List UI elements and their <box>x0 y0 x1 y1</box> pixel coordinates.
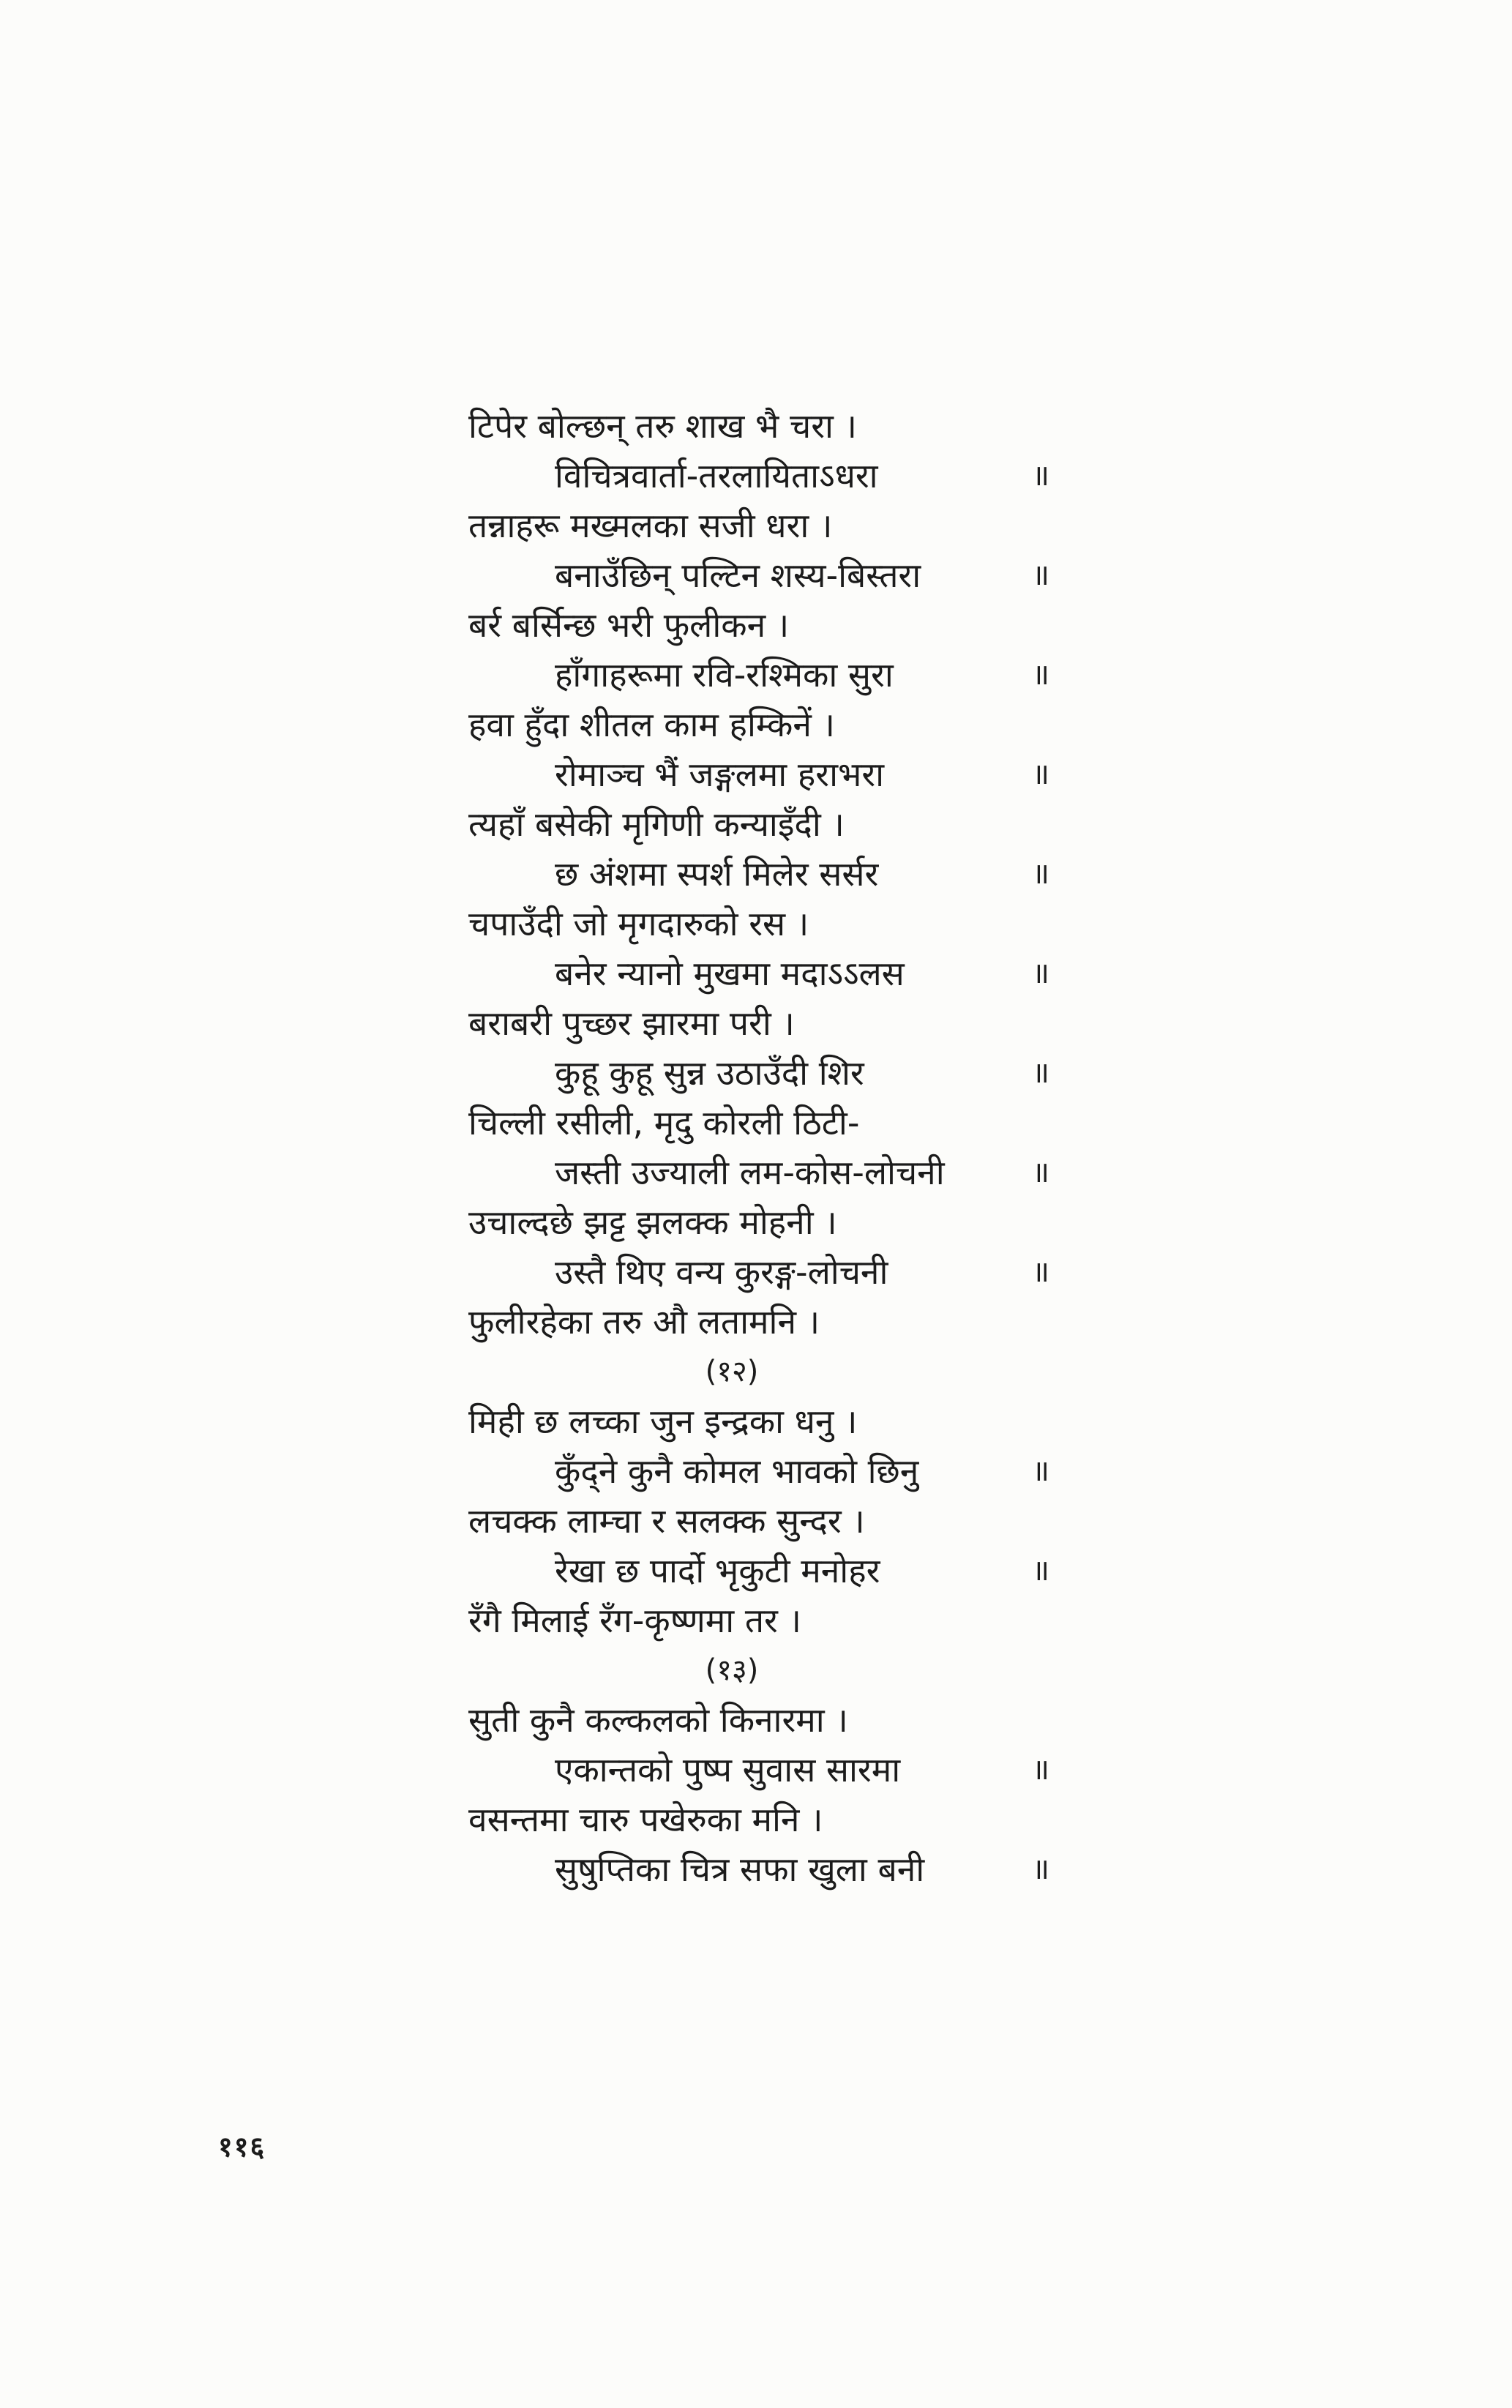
verse-line <box>468 1844 1083 1894</box>
line-text: बर्र बर्सिन्छ भरी फुलीकन । <box>468 605 790 645</box>
verse-line <box>468 749 1083 799</box>
verse-end-mark: ॥ <box>1032 957 1049 990</box>
verse-line <box>468 998 1083 1048</box>
verse-end-mark: ॥ <box>1032 1852 1049 1886</box>
line-text: लचक्क लाम्चा र सलक्क सुन्दर । <box>468 1501 865 1541</box>
stanza-number: (१२) <box>705 1355 759 1388</box>
line-text: छ अंशमा स्पर्श मिलेर सर्सर <box>555 854 879 894</box>
line-text: रँगै मिलाई रँग-कृष्णमा तर । <box>468 1601 801 1640</box>
line-text: बनेर न्यानो मुखमा मदाऽऽलस <box>555 954 905 993</box>
line-text: हाँगाहरूमा रवि-रश्मिका सुरा <box>555 655 894 695</box>
verse-line <box>468 1745 1083 1795</box>
verse-end-mark: ॥ <box>1032 459 1049 493</box>
stanza-number: (१३) <box>705 1653 759 1687</box>
verse-line <box>468 1695 1083 1745</box>
line-text: बनाउँछिन् पल्टिन शस्य-बिस्तरा <box>555 556 921 595</box>
verse-line <box>468 849 1083 899</box>
line-text: वसन्तमा चारु पखेरुका मनि । <box>468 1800 823 1839</box>
line-text: कुँद्ने कुनै कोमल भावको छिनु <box>555 1451 919 1491</box>
verse-line <box>468 600 1083 650</box>
line-text: उस्तै थिए वन्य कुरङ्ग-लोचनी <box>555 1252 888 1292</box>
verse-end-mark: ॥ <box>1032 1156 1049 1189</box>
line-text: सुती कुनै कल्कलको किनारमा । <box>468 1700 848 1740</box>
verse-line <box>468 1297 1083 1347</box>
line-text: फुलीरहेका तरु औ लतामनि । <box>468 1302 820 1342</box>
verse-end-mark: ॥ <box>1032 1056 1049 1090</box>
line-text: चिल्ली रसीली, मृदु कोरली ठिटी- <box>468 1103 860 1143</box>
verse-line <box>468 1098 1083 1148</box>
verse-end-mark: ॥ <box>1032 1454 1049 1488</box>
verse-line <box>468 1048 1083 1098</box>
verse-end-mark: ॥ <box>1032 758 1049 791</box>
line-text: मिही छ लच्का जुन इन्द्रका धनु । <box>468 1402 858 1441</box>
verse-end-mark: ॥ <box>1032 1554 1049 1588</box>
line-text: रोमाञ्च भैं जङ्गलमा हराभरा <box>555 755 885 794</box>
verse-end-mark: ॥ <box>1032 1753 1049 1787</box>
verse-line <box>468 1197 1083 1247</box>
verse-line <box>468 949 1083 998</box>
line-text: टिपेर बोल्छन् तरु शाख भै चरा । <box>468 406 857 446</box>
poem-text <box>468 401 1083 1894</box>
verse-end-mark: ॥ <box>1032 857 1049 891</box>
page-number: ११६ <box>218 2131 266 2163</box>
verse-line <box>468 799 1083 849</box>
verse-line <box>468 1148 1083 1197</box>
line-text: जस्ती उज्याली लम-कोस-लोचनी <box>555 1153 945 1192</box>
verse-line <box>468 1795 1083 1844</box>
verse-line <box>468 451 1083 501</box>
verse-line <box>468 1396 1083 1446</box>
line-text: रेखा छ पार्दो भृकुटी मनोहर <box>555 1551 880 1590</box>
verse-end-mark: ॥ <box>1032 1255 1049 1289</box>
verse-line <box>468 501 1083 550</box>
verse-line <box>468 899 1083 949</box>
verse-line <box>468 700 1083 749</box>
line-text: त्यहाँ बसेकी मृगिणी कन्याइँदी । <box>468 804 845 844</box>
line-text: तन्नाहरू मख्मलका सजी धरा । <box>468 506 833 545</box>
verse-line <box>468 650 1083 700</box>
line-text: सुषुप्तिका चित्र सफा खुला बनी <box>555 1850 925 1889</box>
verse-line <box>468 1496 1083 1546</box>
verse-line <box>468 1247 1083 1297</box>
verse-line <box>468 550 1083 600</box>
line-text: चपाउँदी जो मृगदारुको रस । <box>468 904 809 943</box>
verse-end-mark: ॥ <box>1032 658 1049 692</box>
verse-end-mark: ॥ <box>1032 558 1049 592</box>
verse-line <box>468 1546 1083 1596</box>
line-text: हवा हुँदा शीतल काम हम्किनें । <box>468 705 835 744</box>
line-text: उचाल्दछे झट्ट झलक्क मोहनी । <box>468 1203 837 1242</box>
line-text: विचित्रवार्ता-तरलायिताऽधरा <box>555 456 878 496</box>
verse-line <box>468 401 1083 451</box>
line-text: बराबरी पुच्छर झारमा परी । <box>468 1003 795 1043</box>
line-text: कुहू कुहू सुन्न उठाउँदी शिर <box>555 1053 864 1093</box>
line-text: एकान्तको पुष्प सुवास सारमा <box>555 1750 901 1790</box>
verse-line <box>468 1446 1083 1496</box>
verse-line <box>468 1596 1083 1645</box>
